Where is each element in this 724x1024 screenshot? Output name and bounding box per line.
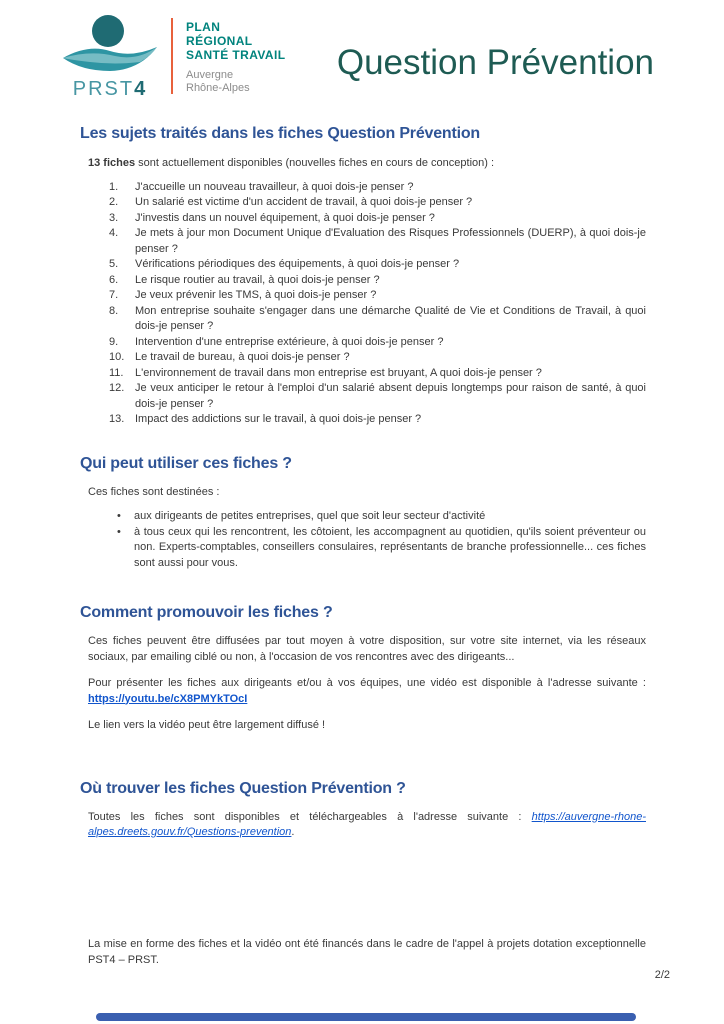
section-heading-topics: Les sujets traités dans les fiches Question Prévention: [80, 125, 481, 142]
video-link[interactable]: https://youtu.be/cX8PMYkTOcI: [88, 692, 248, 705]
topic-item-9: Intervention d'une entreprise extérieure, à quoi dois-je penser ?: [135, 335, 444, 348]
promote-para-3: Le lien vers la vidéo peut être largement diffusé !: [88, 719, 326, 731]
section-heading-where: Où trouver les fiches Question Prévention ?: [80, 779, 406, 797]
logo-plan-line1: PLAN: [186, 20, 221, 34]
who-bullet-2: • à tous ceux qui les rencontrent, les côtoient, les accompagnent au quotidien, qu'ils soient préventeur ou non. Experts-comptables, conseillers consulaires, représentants de branche professionnelle... ces fiches sont aussi pour vous.: [134, 525, 646, 572]
person-wave-icon: [60, 14, 160, 78]
prst4-logo-mark: [58, 14, 162, 99]
page-number: 2/2: [654, 969, 670, 981]
where-para-suffix: .: [291, 826, 295, 838]
topic-item-1: J'accueille un nouveau travailleur, à quoi dois-je penser ?: [135, 180, 414, 193]
document-title: Question Prévention: [336, 43, 654, 82]
logo-acronym: PRST4: [72, 78, 148, 100]
logo-plan-line2: RÉGIONAL: [186, 34, 253, 48]
funding-note: La mise en forme des fiches et la vidéo ont été financés dans le cadre de l'appel à projets dotation exceptionnelle PST4 – PRST.: [88, 938, 646, 966]
topic-item-13: Impact des addictions sur le travail, à quoi dois-je penser ?: [135, 413, 422, 425]
topics-intro-count: 13 fiches: [88, 157, 136, 169]
page-header: [0, 0, 724, 100]
topic-item-3: J'investis dans un nouvel équipement, à quoi dois-je penser ?: [135, 211, 435, 224]
who-list: [0, 509, 646, 571]
topic-item-10: Le travail de bureau, à quoi dois-je penser ?: [135, 351, 350, 363]
topic-item-7: Je veux prévenir les TMS, à quoi dois-je penser ?: [135, 289, 377, 301]
topic-item-8: Mon entreprise souhaite s'engager dans une démarche Qualité de Vie et Conditions de Travail, à quoi dois-je penser ?: [135, 304, 646, 332]
who-intro: Ces fiches sont destinées :: [88, 485, 220, 498]
topic-item-11: L'environnement de travail dans mon entreprise est bruyant, A quoi dois-je penser ?: [135, 366, 542, 379]
topics-intro-rest: sont actuellement disponibles (nouvelles fiches en cours de conception) :: [135, 157, 495, 169]
where-para: [88, 810, 646, 841]
topic-item-12: Je veux anticiper le retour à l'emploi d'un salarié absent depuis longtemps pour raison de santé, à quoi dois-je penser ?: [135, 382, 646, 410]
topic-item-2: Un salarié est victime d'un accident de travail, à quoi dois-je penser ?: [135, 196, 473, 208]
topic-item-5: Vérifications périodiques des équipements, à quoi dois-je penser ?: [135, 258, 460, 270]
logo-region: [186, 69, 285, 95]
logo-region-line2: Rhône-Alpes: [186, 82, 250, 94]
fiches-download-link[interactable]: https://auvergne-rhone-alpes.dreets.gouv.fr/Questions-prevention: [88, 810, 646, 838]
promote-para-2: [88, 676, 646, 707]
who-bullet-1: • aux dirigeants de petites entreprises, quel que soit leur secteur d'activité: [134, 509, 646, 525]
topic-item-4: Je mets à jour mon Document Unique d'Evaluation des Risques Professionnels (DUERP), à quoi dois-je penser ?: [135, 227, 646, 255]
footer-accent-bar: [96, 1013, 636, 1021]
promote-para-2-text: Pour présenter les fiches aux dirigeants et/ou à vos équipes, une vidéo est disponible à l'adresse suivante :: [88, 677, 646, 689]
section-heading-promote: Comment promouvoir les fiches ?: [80, 604, 333, 621]
prst4-logo: [58, 14, 285, 99]
logo-text: [186, 14, 285, 99]
section-heading-who: Qui peut utiliser ces fiches ?: [80, 454, 292, 472]
topics-intro: [88, 156, 646, 172]
logo-plan-line3: SANTÉ TRAVAIL: [186, 48, 286, 62]
logo-region-line1: Auvergne: [186, 69, 234, 81]
promote-para-1: Ces fiches peuvent être diffusées par tout moyen à votre disposition, sur votre site internet, via les réseaux sociaux, par emailing ciblé ou non, à l'occasion de vos rencontres avec des dirigeants...: [88, 635, 646, 663]
where-para-text: Toutes les fiches sont disponibles et téléchargeables à l'adresse suivante :: [88, 810, 532, 823]
topic-item-6: Le risque routier au travail, à quoi dois-je penser ?: [135, 273, 380, 286]
logo-divider: [171, 18, 173, 94]
topics-list: [0, 180, 646, 428]
